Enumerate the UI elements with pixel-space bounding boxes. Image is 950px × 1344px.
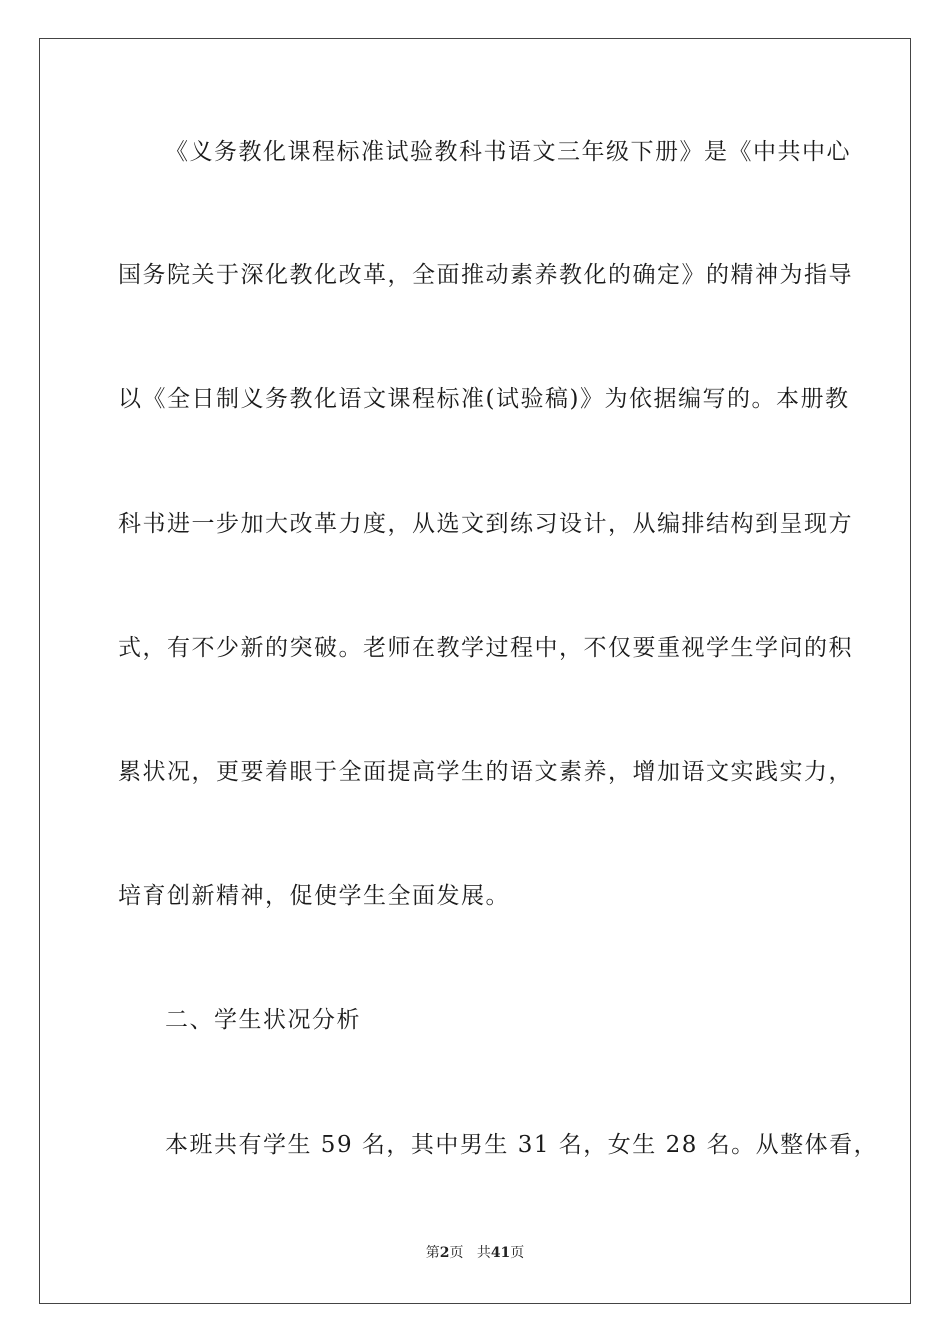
page-border: [39, 38, 911, 1304]
paragraph-line-3: 以《全日制义务教化语文课程标准(试验稿)》为依据编写的。本册教: [118, 386, 850, 412]
section-heading: 二、学生状况分析: [165, 1007, 361, 1033]
paragraph-line-8: 本班共有学生 59 名，其中男生 31 名，女生 28 名。从整体看，: [165, 1132, 879, 1158]
footer-total-prefix: 共: [476, 1245, 491, 1261]
footer-page-suffix: 页: [449, 1245, 464, 1261]
paragraph-line-4: 科书进一步加大改革力度，从选文到练习设计，从编排结构到呈现方: [118, 511, 853, 537]
paragraph-line-7: 培育创新精神，促使学生全面发展。: [118, 883, 510, 909]
paragraph-line-6: 累状况，更要着眼于全面提高学生的语文素养，增加语文实践实力，: [118, 759, 853, 785]
page-footer: [0, 1243, 950, 1263]
footer-total-suffix: 页: [510, 1245, 525, 1261]
footer-current-page: 2: [439, 1245, 450, 1261]
paragraph-line-5: 式，有不少新的突破。老师在教学过程中，不仅要重视学生学问的积: [118, 635, 853, 661]
paragraph-line-1: 《义务教化课程标准试验教科书语文三年级下册》是《中共中心: [165, 139, 851, 165]
footer-total-pages: 41: [490, 1245, 511, 1261]
footer-prefix: 第: [425, 1245, 440, 1261]
paragraph-line-2: 国务院关于深化教化改革，全面推动素养教化的确定》的精神为指导: [118, 262, 853, 288]
